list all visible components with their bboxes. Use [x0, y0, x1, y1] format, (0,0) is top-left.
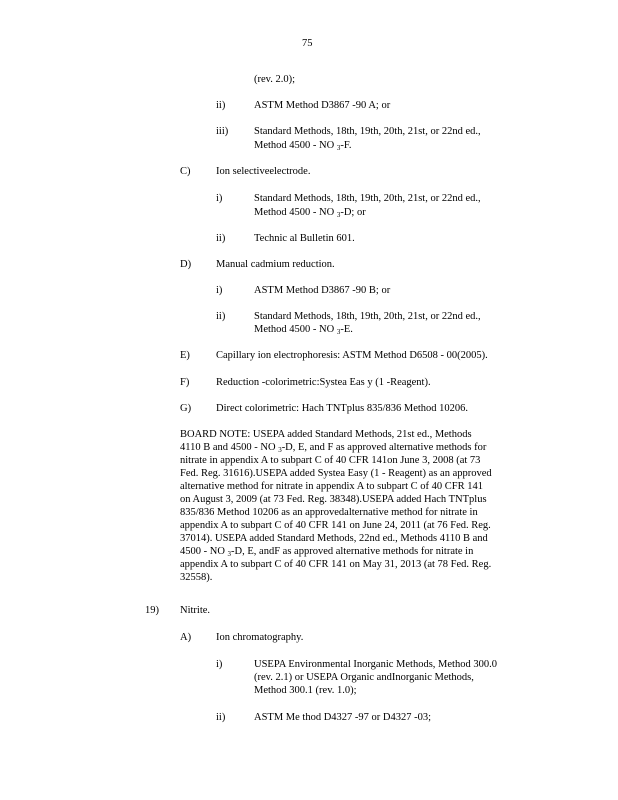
nitrite-a-marker: A) — [180, 632, 192, 643]
item-b-continuation: (rev. 2.0); — [254, 74, 296, 85]
section-f-marker: F) — [180, 377, 190, 388]
item-iii-line1: Standard Methods, 18th, 19th, 20th, 21st, or 22nd ed., — [254, 126, 481, 137]
board-note-line: appendix A to subpart C of 40 CFR 141 on June 24, 2011 (at 76 Fed. Reg. — [180, 520, 491, 531]
section-19-marker: 19) — [145, 605, 159, 616]
board-note-line: 32558). — [180, 572, 213, 583]
section-e-text: Capillary ion electrophoresis: ASTM Method D6508 - 00(2005). — [216, 350, 488, 361]
item-iii-marker: iii) — [216, 126, 229, 137]
d-i-text: ASTM Method D3867 -90 B; or — [254, 285, 391, 296]
board-note-line: 835/836 Method 10206 as an approvedalternative method for nitrate in — [180, 507, 478, 518]
section-d-title: Manual cadmium reduction. — [216, 259, 335, 270]
c-i-line1: Standard Methods, 18th, 19th, 20th, 21st, or 22nd ed., — [254, 193, 481, 204]
section-e-marker: E) — [180, 350, 190, 361]
section-f-text: Reduction -colorimetric:Systea Eas y (1 -Reagent). — [216, 377, 431, 388]
nitrite-a-i-line3: Method 300.1 (rev. 1.0); — [254, 685, 357, 696]
board-note-line: 4110 B and 4500 - NO $_3$-D, E, and F as approved alternative methods for — [180, 442, 487, 454]
section-d-marker: D) — [180, 259, 192, 270]
section-c-title: Ion selectiveelectrode. — [216, 166, 311, 177]
section-19-title: Nitrite. — [180, 605, 211, 616]
board-note-line: 4500 - NO $_3$-D, E, andF as approved alternative methods for nitrate in — [180, 546, 474, 558]
c-ii-text: Technic al Bulletin 601. — [254, 233, 355, 244]
c-i-line2: Method 4500 - NO $_3$-D; or — [254, 207, 366, 219]
d-ii-line2: Method 4500 - NO $_3$-E. — [254, 324, 353, 336]
c-i-marker: i) — [216, 193, 223, 204]
nitrite-a-ii-marker: ii) — [216, 712, 226, 723]
board-note-line: alternative method for nitrate in appendix A to subpart C of 40 CFR 141 — [180, 481, 483, 492]
board-note-line: nitrate in appendix A to subpart C of 40 CFR 141on June 3, 2008 (at 73 — [180, 455, 481, 466]
section-g-marker: G) — [180, 403, 192, 414]
board-note-line: Fed. Reg. 31616).USEPA added Systea Easy (1 - Reagent) as an approved — [180, 468, 492, 479]
item-iii-line2: Method 4500 - NO $_3$-F. — [254, 140, 352, 152]
board-note-line: 37014). USEPA added Standard Methods, 22nd ed., Methods 4110 B and — [180, 533, 488, 544]
board-note-line: BOARD NOTE: USEPA added Standard Methods, 21st ed., Methods — [180, 429, 472, 440]
section-c-marker: C) — [180, 166, 191, 177]
item-ii-text: ASTM Method D3867 -90 A; or — [254, 100, 391, 111]
section-g-text: Direct colorimetric: Hach TNTplus 835/836 Method 10206. — [216, 403, 469, 414]
board-note-line: appendix A to subpart C of 40 CFR 141 on May 31, 2013 (at 78 Fed. Reg. — [180, 559, 492, 570]
nitrite-a-i-marker: i) — [216, 659, 223, 670]
c-ii-marker: ii) — [216, 233, 226, 244]
d-i-marker: i) — [216, 285, 223, 296]
d-ii-line1: Standard Methods, 18th, 19th, 20th, 21st, or 22nd ed., — [254, 311, 481, 322]
d-ii-marker: ii) — [216, 311, 226, 322]
nitrite-a-i-line2: (rev. 2.1) or USEPA Organic andInorganic Methods, — [254, 672, 474, 683]
page-number: 75 — [302, 38, 313, 49]
board-note-line: on August 3, 2009 (at 73 Fed. Reg. 38348).USEPA added Hach TNTplus — [180, 494, 487, 505]
item-ii-marker: ii) — [216, 100, 226, 111]
nitrite-a-ii-text: ASTM Me thod D4327 -97 or D4327 -03; — [254, 712, 432, 723]
nitrite-a-i-line1: USEPA Environmental Inorganic Methods, Method 300.0 — [254, 659, 497, 670]
nitrite-a-title: Ion chromatography. — [216, 632, 304, 643]
